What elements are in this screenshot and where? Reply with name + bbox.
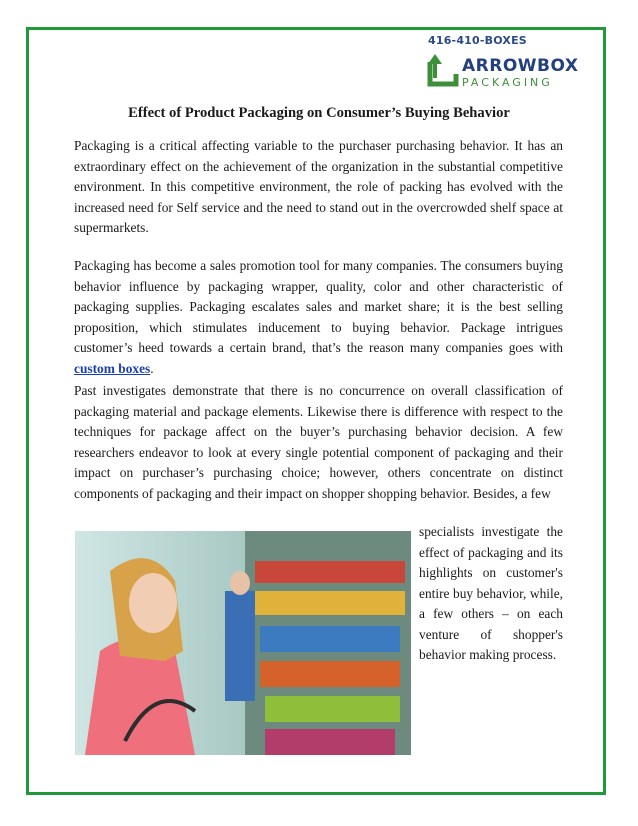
custom-boxes-link[interactable]: custom boxes bbox=[74, 360, 151, 376]
paragraph-3: Past investigates demonstrate that there is no concurrence on overall classification of packaging material and package elements. Likewise there is difference with respect to the techniques for package affect on the buyer’s purchasing behavior decision. A few researchers endeavor to look at every single potential component of packaging and their impact on purchaser’s purchasing choice; however, others concentrate on distinct components of packaging and their impact on shopper shopping behavior. Besides, a few bbox=[74, 383, 563, 501]
document-title: Effect of Product Packaging on Consumer’s Buying Behavior bbox=[128, 105, 510, 121]
box-arrow-logo-icon bbox=[426, 52, 460, 88]
paragraph-4: specialists investigate the effect of packaging and its highlights on customer's entire buy behavior, while, a few others – on each venture of shopper's behavior making process. bbox=[419, 524, 563, 662]
brand-tagline: PACKAGING bbox=[462, 76, 553, 89]
paragraph-2 bbox=[74, 256, 563, 379]
phone-number: 416-410-BOXES bbox=[428, 34, 527, 47]
brand-name: ARROWBOX bbox=[462, 56, 579, 76]
paragraph-1: Packaging is a critical affecting variable to the purchaser purchasing behavior. It has an extraordinary effect on the achievement of the organization in the substantial competitive environment. In this competitive environment, the role of packing has evolved with the increased need for Self service and the need to stand out in the overcrowded shelf space at supermarkets. bbox=[74, 138, 563, 235]
paragraph-2-end: . bbox=[150, 360, 154, 376]
paragraph-2-text: Packaging has become a sales promotion tool for many companies. The consumers buying behavior influence by packaging wrapper, quality, color and other characteristic of packaging supplies. Packaging escalates sales and market share; it is the best selling proposition, which stimulates inducement to buying behavior. Package intrigues customer’s heed towards a certain brand, that’s the reason many companies goes with bbox=[74, 258, 563, 355]
shopper-photo bbox=[75, 531, 411, 755]
